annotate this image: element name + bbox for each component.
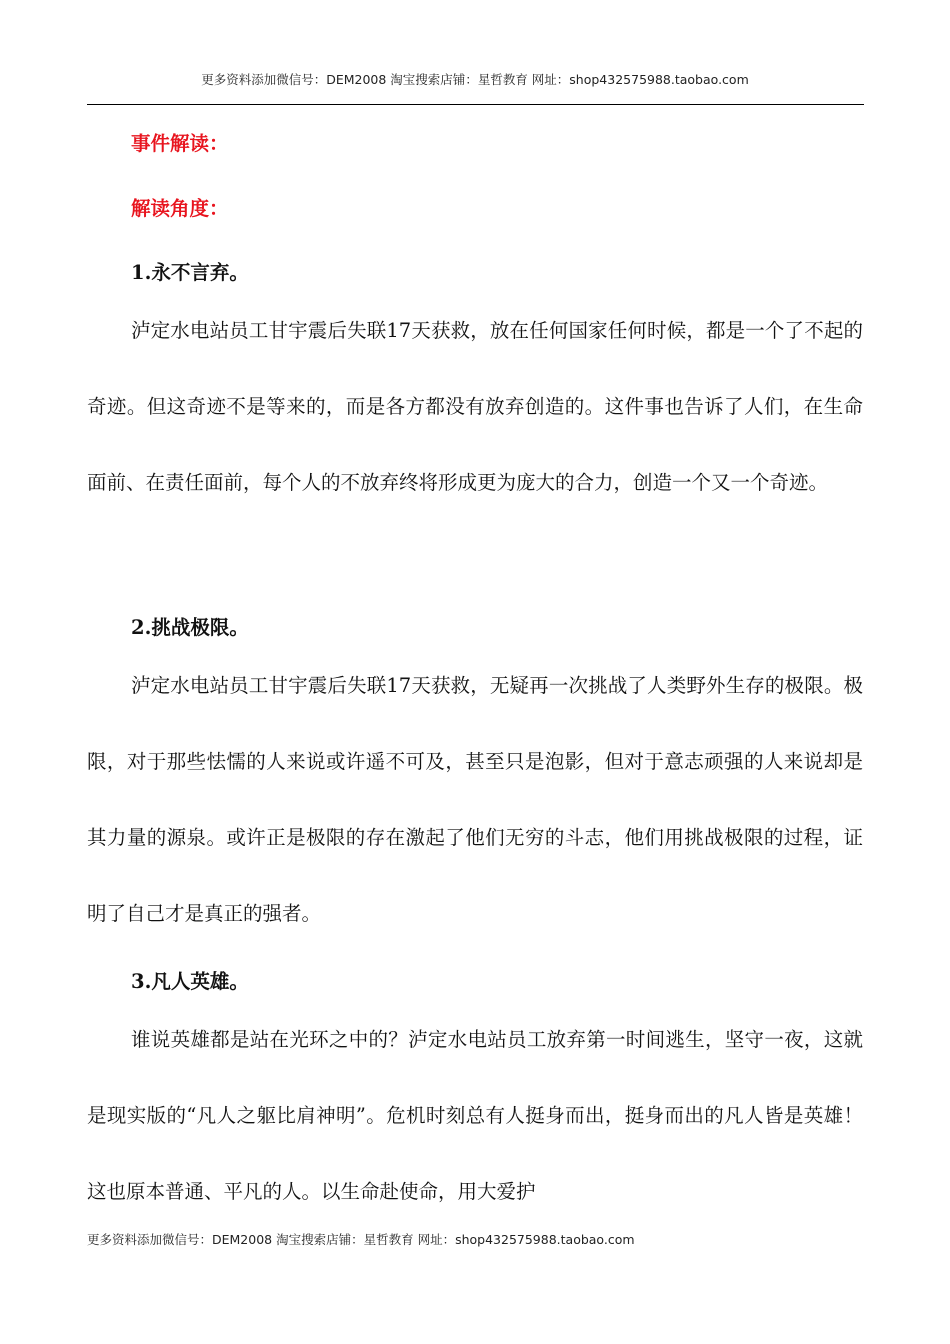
event-section-title: 事件解读： bbox=[131, 132, 229, 155]
point-1-title: 1.永不言弃。 bbox=[131, 261, 249, 284]
point-3-body: 谁说英雄都是站在光环之中的？泸定水电站员工放弃第一时间逃生，坚守一夜，这就是现实版的“凡人之躯比肩神明”。危机时刻总有人挺身而出，挺身而出的凡人皆是英雄！这也原本普通、平凡的人。以生命赴使命，用大爱护 bbox=[87, 1028, 863, 1203]
page-header-text: 更多资料添加微信号：DEM2008 淘宝搜索店铺：星哲教育 网址：shop432575988.taobao.com bbox=[201, 72, 749, 87]
point-2-title: 2.挑战极限。 bbox=[131, 616, 249, 639]
page-footer-text: 更多资料添加微信号：DEM2008 淘宝搜索店铺：星哲教育 网址：shop432575988.taobao.com bbox=[87, 1232, 635, 1247]
header-divider bbox=[87, 104, 864, 105]
point-3-title: 3.凡人英雄。 bbox=[131, 970, 249, 993]
point-2-body: 泸定水电站员工甘宇震后失联17天获救，无疑再一次挑战了人类野外生存的极限。极限，对于那些怯懦的人来说或许遥不可及，甚至只是泡影，但对于意志顽强的人来说却是其力量的源泉。或许正是极限的存在激起了他们无穷的斗志，他们用挑战极限的过程，证明了自己才是真正的强者。 bbox=[87, 674, 863, 925]
angle-section-title: 解读角度： bbox=[131, 197, 229, 220]
point-1-body: 泸定水电站员工甘宇震后失联17天获救，放在任何国家任何时候，都是一个了不起的奇迹。但这奇迹不是等来的，而是各方都没有放弃创造的。这件事也告诉了人们，在生命面前、在责任面前，每个人的不放弃终将形成更为庞大的合力，创造一个又一个奇迹。 bbox=[87, 319, 863, 494]
